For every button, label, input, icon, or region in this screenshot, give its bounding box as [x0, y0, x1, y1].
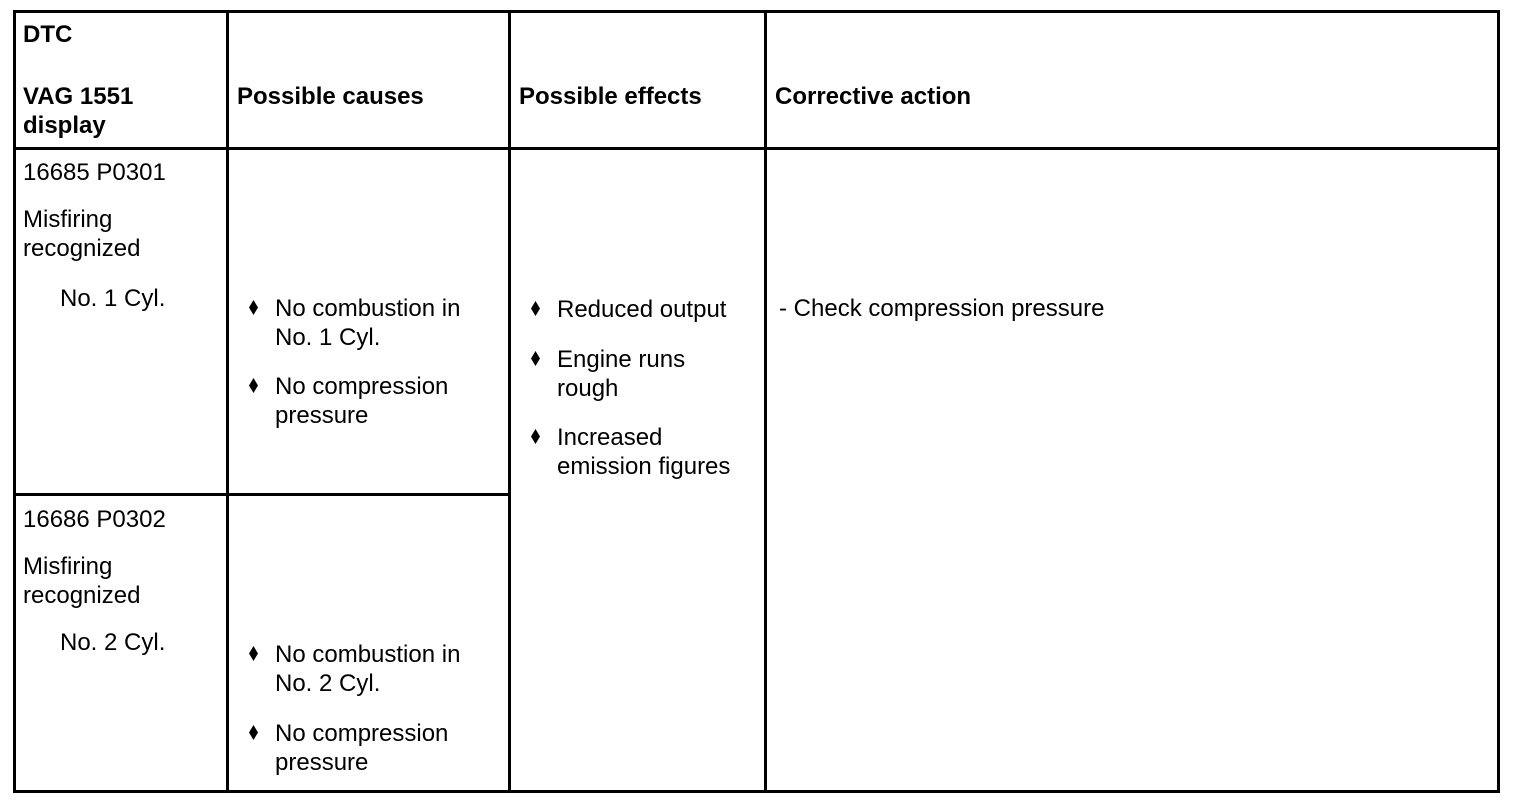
row2-cylinder: No. 2 Cyl.	[60, 629, 166, 656]
effect2-line1: Engine runs	[557, 346, 686, 373]
row1-description-line1: Misfiring	[23, 206, 113, 233]
row2-cause1-line2: No. 2 Cyl.	[275, 670, 381, 697]
table-border-top	[13, 10, 1500, 13]
effect3-line1: Increased	[557, 424, 663, 451]
diamond-bullet-icon	[531, 429, 540, 444]
diamond-bullet-icon	[249, 300, 258, 315]
header-possible-effects: Possible effects	[519, 83, 702, 110]
table-border-right	[1497, 10, 1500, 793]
column-divider-1	[226, 10, 229, 793]
header-dtc-device: VAG 1551	[23, 83, 134, 110]
row1-cause1-line1: No combustion in	[275, 295, 461, 322]
diamond-bullet-icon	[531, 301, 540, 316]
header-dtc-display: display	[23, 112, 106, 139]
table-border-left	[13, 10, 16, 793]
column-divider-3	[764, 10, 767, 793]
effect3-line2: emission figures	[557, 453, 731, 480]
diamond-bullet-icon	[249, 378, 258, 393]
diamond-bullet-icon	[249, 725, 258, 740]
row-divider	[13, 493, 510, 496]
row2-description-line2: recognized	[23, 582, 141, 609]
table-border-bottom	[13, 790, 1500, 793]
row1-cylinder: No. 1 Cyl.	[60, 285, 166, 312]
row2-description-line1: Misfiring	[23, 553, 113, 580]
header-possible-causes: Possible causes	[237, 83, 424, 110]
effect1-line1: Reduced output	[557, 296, 727, 323]
column-divider-2	[508, 10, 511, 793]
row1-cause2-line1: No compression	[275, 373, 449, 400]
header-divider	[13, 147, 1500, 150]
corrective-action-text: - Check compression pressure	[779, 295, 1105, 322]
row1-description-line2: recognized	[23, 235, 141, 262]
header-corrective-action: Corrective action	[775, 83, 972, 110]
diamond-bullet-icon	[249, 646, 258, 661]
row2-dtc-code: 16686 P0302	[23, 506, 166, 533]
header-dtc-title: DTC	[23, 21, 73, 48]
row2-cause2-line2: pressure	[275, 749, 369, 776]
row1-cause2-line2: pressure	[275, 402, 369, 429]
diamond-bullet-icon	[531, 351, 540, 366]
row2-cause1-line1: No combustion in	[275, 641, 461, 668]
effect2-line2: rough	[557, 375, 619, 402]
row1-dtc-code: 16685 P0301	[23, 159, 166, 186]
row2-cause2-line1: No compression	[275, 720, 449, 747]
row1-cause1-line2: No. 1 Cyl.	[275, 324, 381, 351]
